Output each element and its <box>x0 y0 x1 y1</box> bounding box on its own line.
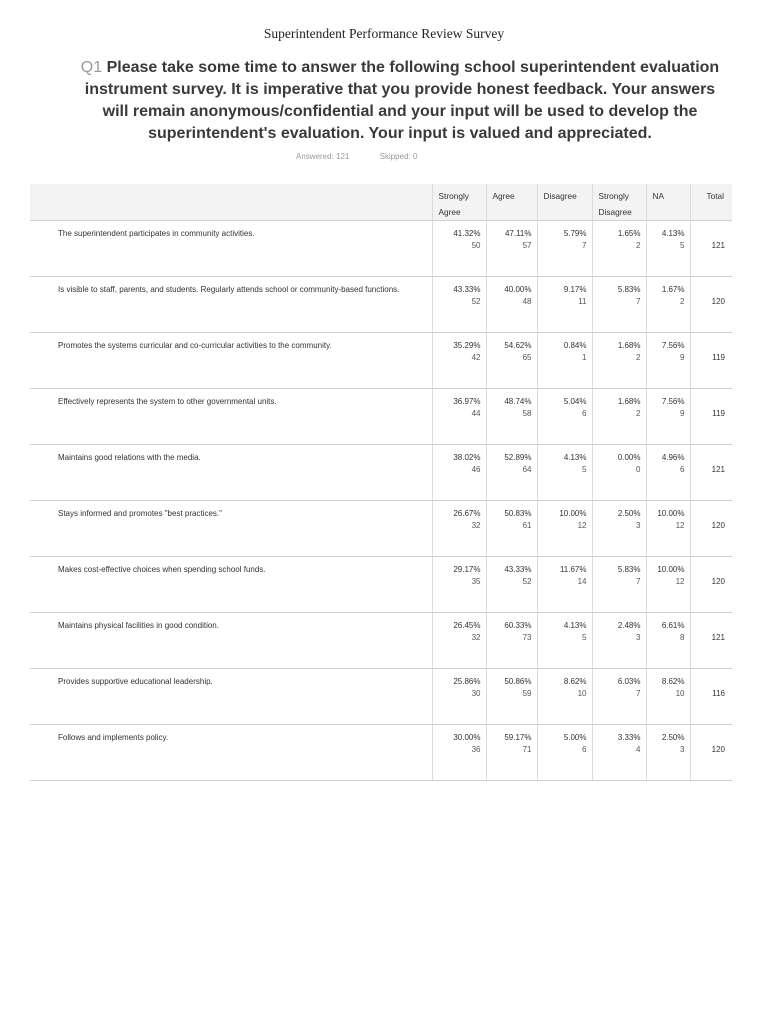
cell-strongly-agree <box>432 501 486 557</box>
row-total: 120 <box>690 277 732 333</box>
cell-strongly-agree <box>432 613 486 669</box>
cell-count: 14 <box>577 577 587 586</box>
cell-count: 71 <box>522 745 532 754</box>
cell-count: 0 <box>636 465 641 474</box>
cell-na <box>646 333 690 389</box>
cell-disagree <box>537 277 592 333</box>
cell-count: 10 <box>675 689 685 698</box>
cell-strongly-agree <box>432 725 486 781</box>
cell-count: 6 <box>582 409 587 418</box>
cell-disagree <box>537 389 592 445</box>
cell-percent: 41.32% <box>453 229 481 238</box>
cell-na <box>646 557 690 613</box>
cell-count: 7 <box>582 241 587 250</box>
cell-percent: 4.13% <box>563 621 587 630</box>
cell-na <box>646 277 690 333</box>
cell-count: 36 <box>471 745 481 754</box>
cell-percent: 4.13% <box>563 453 587 462</box>
header-agree: Agree <box>486 184 537 221</box>
cell-strongly-agree <box>432 221 486 277</box>
header-statement <box>30 184 432 221</box>
cell-count: 6 <box>582 745 587 754</box>
cell-count: 52 <box>522 577 532 586</box>
cell-disagree <box>537 613 592 669</box>
cell-percent: 6.03% <box>617 677 641 686</box>
cell-strongly-agree <box>432 333 486 389</box>
question-body: Please take some time to answer the following school superintendent evaluation instrument survey. It is imperative that you provide honest feedback. Your answers will remain anonymous/confidential and your input will be used to develop the superintendent's evaluation. Your input is valued and appreciated. <box>84 59 720 142</box>
row-statement: Promotes the systems curricular and co-curricular activities to the community. <box>30 333 432 389</box>
cell-percent: 50.86% <box>504 677 532 686</box>
answered-count: Answered: 121 <box>296 152 350 161</box>
table-header-row <box>30 184 732 221</box>
cell-count: 12 <box>675 521 685 530</box>
row-statement: Stays informed and promotes "best practices." <box>30 501 432 557</box>
cell-percent: 29.17% <box>453 565 481 574</box>
cell-count: 11 <box>578 297 587 306</box>
cell-count: 12 <box>577 521 587 530</box>
cell-agree <box>486 669 537 725</box>
cell-count: 6 <box>680 465 685 474</box>
row-statement: The superintendent participates in community activities. <box>30 221 432 277</box>
cell-percent: 11.67% <box>559 565 587 574</box>
cell-percent: 25.86% <box>453 677 481 686</box>
cell-count: 57 <box>522 241 532 250</box>
cell-percent: 10.00% <box>559 509 587 518</box>
cell-count: 30 <box>471 689 481 698</box>
cell-strongly-agree <box>432 557 486 613</box>
table-row <box>30 389 732 445</box>
cell-percent: 2.50% <box>661 733 685 742</box>
cell-count: 7 <box>636 577 641 586</box>
row-statement: Provides supportive educational leadership. <box>30 669 432 725</box>
cell-percent: 10.00% <box>657 565 685 574</box>
table-row <box>30 725 732 781</box>
cell-count: 46 <box>471 465 481 474</box>
cell-strongly-disagree <box>592 389 646 445</box>
cell-percent: 1.68% <box>617 341 641 350</box>
cell-count: 2 <box>636 241 641 250</box>
cell-count: 3 <box>680 745 685 754</box>
cell-percent: 30.00% <box>453 733 481 742</box>
cell-percent: 10.00% <box>657 509 685 518</box>
cell-strongly-disagree <box>592 557 646 613</box>
question-number: Q1 <box>80 59 103 76</box>
cell-strongly-disagree <box>592 501 646 557</box>
cell-percent: 35.29% <box>453 341 481 350</box>
table-row <box>30 221 732 277</box>
row-total: 120 <box>690 501 732 557</box>
cell-percent: 4.96% <box>661 453 685 462</box>
cell-strongly-agree <box>432 389 486 445</box>
cell-agree <box>486 333 537 389</box>
cell-disagree <box>537 333 592 389</box>
row-total: 121 <box>690 445 732 501</box>
cell-count: 61 <box>522 521 532 530</box>
cell-percent: 5.00% <box>563 733 587 742</box>
cell-count: 32 <box>471 521 481 530</box>
row-statement: Makes cost-effective choices when spending school funds. <box>30 557 432 613</box>
cell-agree <box>486 501 537 557</box>
cell-percent: 40.00% <box>504 285 532 294</box>
cell-percent: 43.33% <box>453 285 481 294</box>
cell-count: 64 <box>522 465 532 474</box>
cell-agree <box>486 613 537 669</box>
row-total: 119 <box>690 389 732 445</box>
cell-count: 44 <box>471 409 481 418</box>
cell-na <box>646 669 690 725</box>
cell-percent: 9.17% <box>563 285 587 294</box>
row-total: 119 <box>690 333 732 389</box>
cell-na <box>646 389 690 445</box>
cell-strongly-disagree <box>592 445 646 501</box>
cell-percent: 43.33% <box>504 565 532 574</box>
cell-count: 59 <box>522 689 532 698</box>
header-na: NA <box>646 184 690 221</box>
question-text <box>70 57 730 145</box>
cell-agree <box>486 445 537 501</box>
table-row <box>30 277 732 333</box>
cell-percent: 48.74% <box>504 397 532 406</box>
cell-percent: 7.56% <box>661 341 685 350</box>
table-row <box>30 333 732 389</box>
cell-strongly-agree <box>432 277 486 333</box>
cell-count: 7 <box>636 689 641 698</box>
cell-percent: 0.00% <box>617 453 641 462</box>
cell-percent: 26.45% <box>453 621 481 630</box>
cell-disagree <box>537 221 592 277</box>
cell-percent: 26.67% <box>453 509 481 518</box>
cell-percent: 54.62% <box>504 341 532 350</box>
cell-na <box>646 725 690 781</box>
cell-percent: 7.56% <box>661 397 685 406</box>
cell-percent: 5.79% <box>563 229 587 238</box>
cell-na <box>646 221 690 277</box>
cell-strongly-disagree <box>592 669 646 725</box>
cell-count: 35 <box>471 577 481 586</box>
cell-count: 10 <box>577 689 587 698</box>
cell-agree <box>486 389 537 445</box>
row-statement: Maintains physical facilities in good condition. <box>30 613 432 669</box>
cell-na <box>646 613 690 669</box>
cell-percent: 50.83% <box>504 509 532 518</box>
cell-percent: 59.17% <box>504 733 532 742</box>
skipped-count: Skipped: 0 <box>379 152 418 161</box>
cell-strongly-disagree <box>592 221 646 277</box>
cell-count: 12 <box>675 577 685 586</box>
table-row <box>30 501 732 557</box>
cell-disagree <box>537 445 592 501</box>
cell-count: 8 <box>680 633 685 642</box>
cell-percent: 1.67% <box>661 285 685 294</box>
cell-disagree <box>537 501 592 557</box>
row-total: 116 <box>690 669 732 725</box>
row-statement: Maintains good relations with the media. <box>30 445 432 501</box>
cell-count: 2 <box>636 409 641 418</box>
cell-percent: 2.50% <box>617 509 641 518</box>
table-row <box>30 557 732 613</box>
cell-count: 3 <box>636 633 641 642</box>
cell-strongly-disagree <box>592 725 646 781</box>
row-total: 121 <box>690 613 732 669</box>
response-stats <box>296 152 417 161</box>
cell-count: 42 <box>471 353 481 362</box>
cell-count: 52 <box>471 297 481 306</box>
cell-count: 9 <box>680 409 685 418</box>
cell-strongly-disagree <box>592 277 646 333</box>
cell-count: 73 <box>522 633 532 642</box>
cell-percent: 1.68% <box>617 397 641 406</box>
header-total: Total <box>690 184 732 221</box>
cell-count: 50 <box>471 241 481 250</box>
cell-strongly-agree <box>432 669 486 725</box>
header-strongly-agree: Strongly Agree <box>432 184 486 221</box>
row-statement: Is visible to staff, parents, and students. Regularly attends school or community-based functions. <box>30 277 432 333</box>
results-table <box>30 184 732 781</box>
cell-agree <box>486 725 537 781</box>
cell-percent: 47.11% <box>504 229 532 238</box>
cell-count: 2 <box>636 353 641 362</box>
row-total: 120 <box>690 557 732 613</box>
cell-na <box>646 501 690 557</box>
cell-count: 4 <box>636 745 641 754</box>
cell-count: 2 <box>680 297 685 306</box>
cell-count: 1 <box>582 353 587 362</box>
cell-percent: 8.62% <box>563 677 587 686</box>
cell-percent: 6.61% <box>661 621 685 630</box>
cell-strongly-disagree <box>592 613 646 669</box>
cell-disagree <box>537 725 592 781</box>
cell-count: 5 <box>582 465 587 474</box>
cell-count: 65 <box>522 353 532 362</box>
cell-strongly-agree <box>432 445 486 501</box>
row-statement: Effectively represents the system to other governmental units. <box>30 389 432 445</box>
cell-percent: 5.83% <box>617 565 641 574</box>
cell-percent: 0.84% <box>563 341 587 350</box>
table-row <box>30 613 732 669</box>
cell-count: 32 <box>471 633 481 642</box>
cell-count: 3 <box>636 521 641 530</box>
cell-strongly-disagree <box>592 333 646 389</box>
cell-count: 9 <box>680 353 685 362</box>
cell-disagree <box>537 669 592 725</box>
cell-percent: 3.33% <box>617 733 641 742</box>
cell-percent: 60.33% <box>504 621 532 630</box>
row-total: 121 <box>690 221 732 277</box>
cell-percent: 8.62% <box>661 677 685 686</box>
table-row <box>30 669 732 725</box>
header-disagree: Disagree <box>537 184 592 221</box>
header-strongly-disagree: Strongly Disagree <box>592 184 646 221</box>
cell-na <box>646 445 690 501</box>
cell-percent: 5.04% <box>563 397 587 406</box>
cell-disagree <box>537 557 592 613</box>
cell-agree <box>486 277 537 333</box>
page-title: Superintendent Performance Review Survey <box>263 26 505 41</box>
cell-count: 5 <box>582 633 587 642</box>
cell-percent: 38.02% <box>453 453 481 462</box>
cell-percent: 4.13% <box>661 229 685 238</box>
cell-percent: 52.89% <box>504 453 532 462</box>
cell-count: 48 <box>522 297 532 306</box>
table-row <box>30 445 732 501</box>
cell-agree <box>486 557 537 613</box>
cell-count: 5 <box>680 241 685 250</box>
cell-count: 58 <box>522 409 532 418</box>
cell-percent: 5.83% <box>617 285 641 294</box>
cell-agree <box>486 221 537 277</box>
cell-count: 7 <box>636 297 641 306</box>
cell-percent: 36.97% <box>453 397 481 406</box>
cell-percent: 2.48% <box>617 621 641 630</box>
cell-percent: 1.65% <box>617 229 641 238</box>
row-statement: Follows and implements policy. <box>30 725 432 781</box>
row-total: 120 <box>690 725 732 781</box>
